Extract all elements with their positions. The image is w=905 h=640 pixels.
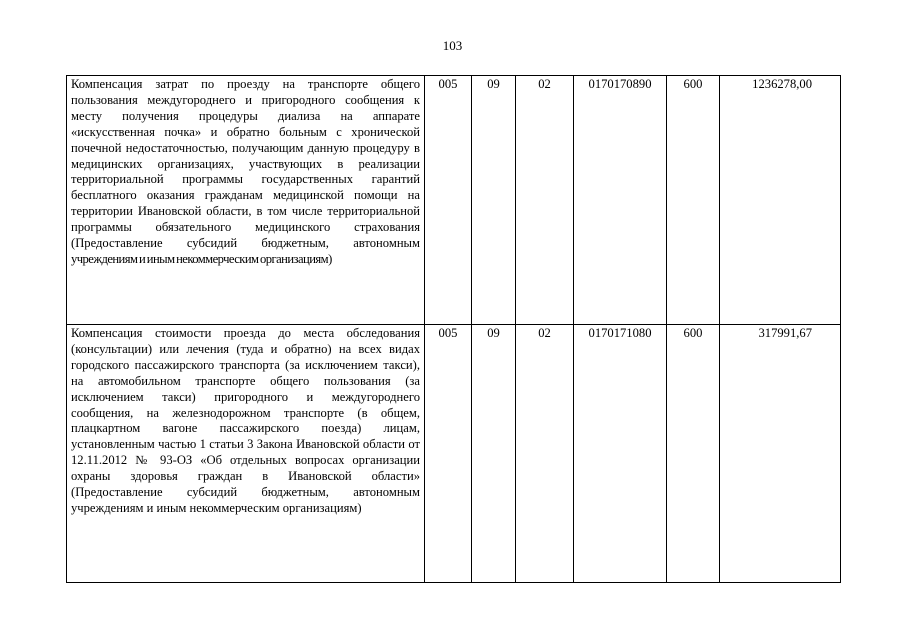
expense-type-cell: 600 bbox=[667, 76, 720, 325]
expense-name-text: Компенсация затрат по проезду на транспорте общего пользования междугороднего и пригородного сообщения к месту получения процедуры диализа на аппарате «искусственная почка» и обратно больным с хронической почечной недостаточностью, получающим данную процедуру в медицинских организациях, участвующих в реализации территориальной программы государственных гарантий бесплатного оказания гражданам медицинской помощи на территории Ивановской области, в том числе территориальной программы обязательного медицинского страхования (Предоставление субсидий бюджетным, автономным bbox=[71, 77, 420, 251]
expense-name-tail: учреждениям и иным некоммерческим организациям) bbox=[71, 251, 332, 266]
section-code-cell: 09 bbox=[472, 325, 516, 583]
table-row bbox=[67, 325, 841, 583]
target-article-cell: 0170171080 bbox=[574, 325, 667, 583]
subsection-code-cell: 02 bbox=[516, 76, 574, 325]
ministry-code-cell: 005 bbox=[425, 325, 472, 583]
budget-table bbox=[66, 75, 841, 583]
expense-name-cell: Компенсация стоимости проезда до места обследования (консультации) или лечения (туда и обратно) на всех видах городского пассажирского транспорта (за исключением такси), на автомобильном транспорте общего пользования (за исключением такси) пригородного и междугороднего сообщения, на железнодорожном транспорте (в общем, плацкартном вагоне пассажирского поезда) лицам, установленным частью 1 статьи 3 Закона Ивановской области от 12.11.2012 № 93-ОЗ «Об отдельных вопросах организации охраны здоровья граждан в Ивановской области» (Предоставление субсидий бюджетным, автономным учреждениям и иным некоммерческим организациям) bbox=[67, 325, 425, 583]
amount-cell: 1236278,00 bbox=[720, 76, 841, 325]
expense-name-cell bbox=[67, 76, 425, 325]
expense-type-cell: 600 bbox=[667, 325, 720, 583]
subsection-code-cell: 02 bbox=[516, 325, 574, 583]
page-number: 103 bbox=[442, 38, 463, 53]
amount-cell: 317991,67 bbox=[720, 325, 841, 583]
ministry-code-cell: 005 bbox=[425, 76, 472, 325]
target-article-cell: 0170170890 bbox=[574, 76, 667, 325]
table-row bbox=[67, 76, 841, 325]
section-code-cell: 09 bbox=[472, 76, 516, 325]
